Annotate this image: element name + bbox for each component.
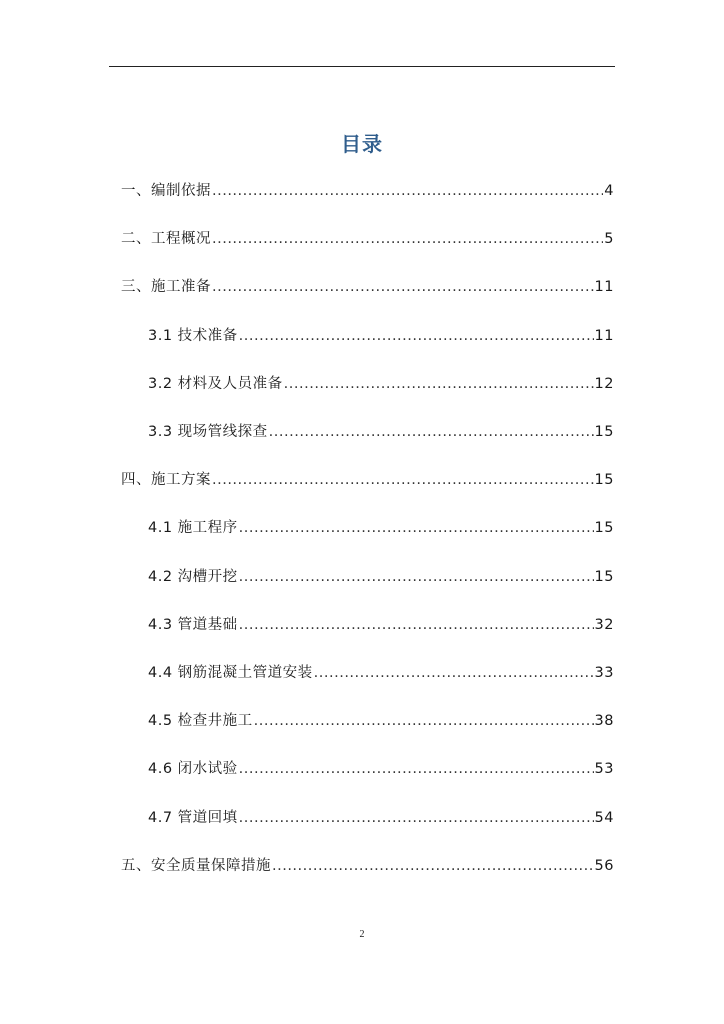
toc-entry-label: 三、施工准备 <box>121 279 211 296</box>
toc-entry[interactable] <box>121 179 614 203</box>
toc-leader-dots <box>272 854 594 878</box>
toc-leader-dots <box>284 372 594 396</box>
toc-entry-page: 53 <box>594 761 614 778</box>
toc-leader-dots <box>212 227 603 251</box>
toc-entry[interactable] <box>121 854 614 878</box>
toc-leader-dots <box>239 516 594 540</box>
toc-entry-label: 3.2 材料及人员准备 <box>148 375 283 392</box>
toc-entry[interactable] <box>148 565 614 589</box>
page-number: 2 <box>359 929 365 940</box>
toc-leader-dots <box>269 420 594 444</box>
toc-entry[interactable] <box>121 275 614 299</box>
toc-entry-label: 4.6 闭水试验 <box>148 761 238 778</box>
toc-entry-page: 38 <box>594 713 614 730</box>
toc-entry[interactable] <box>148 757 614 781</box>
toc-entry-label: 3.1 技术准备 <box>148 327 238 344</box>
toc-entry-label: 4.4 钢筋混凝土管道安装 <box>148 665 313 681</box>
toc-leader-dots <box>254 709 594 733</box>
toc-leader-dots <box>239 324 594 348</box>
toc-entry-page: 15 <box>594 568 614 585</box>
toc-entry[interactable] <box>121 227 614 251</box>
toc-entry-label: 4.5 检查井施工 <box>148 713 253 730</box>
toc-entry-label: 4.3 管道基础 <box>148 616 238 633</box>
toc-leader-dots <box>212 179 603 203</box>
toc-entry-label: 一、编制依据 <box>121 183 211 199</box>
toc-entry[interactable] <box>148 661 614 685</box>
toc-entry[interactable] <box>121 468 614 492</box>
toc-entry-page: 4 <box>604 183 614 199</box>
toc-entry[interactable] <box>148 709 614 733</box>
toc-leader-dots <box>212 275 594 299</box>
toc-entry[interactable] <box>148 516 614 540</box>
toc-entry-label: 二、工程概况 <box>121 231 211 248</box>
toc-entry[interactable] <box>148 372 614 396</box>
toc-entry-label: 四、施工方案 <box>121 472 211 489</box>
toc-entry-label: 4.2 沟槽开挖 <box>148 568 238 585</box>
toc-entry-page: 11 <box>594 327 614 344</box>
toc-leader-dots <box>212 468 594 492</box>
toc-entry-page: 54 <box>594 809 614 826</box>
toc-entry-page: 15 <box>594 472 614 489</box>
toc-entry-label: 3.3 现场管线探查 <box>148 424 268 440</box>
toc-entry-page: 5 <box>604 231 614 248</box>
toc-entry-label: 4.7 管道回填 <box>148 809 238 826</box>
toc-entry-page: 56 <box>594 857 614 874</box>
toc-entry[interactable] <box>148 613 614 637</box>
toc-entry-page: 11 <box>594 279 614 296</box>
toc-entry-page: 32 <box>594 616 614 633</box>
toc-entry-label: 4.1 施工程序 <box>148 520 238 537</box>
toc-leader-dots <box>239 806 594 830</box>
toc-entry[interactable] <box>148 324 614 348</box>
toc-leader-dots <box>314 661 594 685</box>
toc-leader-dots <box>239 565 594 589</box>
toc-entry[interactable] <box>148 420 614 444</box>
toc-leader-dots <box>239 613 594 637</box>
toc-entry-page: 15 <box>594 520 614 537</box>
toc-leader-dots <box>239 757 594 781</box>
toc-entry-label: 五、安全质量保障措施 <box>121 857 271 874</box>
toc-entry-page: 15 <box>594 424 614 440</box>
toc-entry-page: 12 <box>594 375 614 392</box>
toc-entry[interactable] <box>148 806 614 830</box>
toc-entry-page: 33 <box>594 665 614 681</box>
toc-title: 目录 <box>341 132 383 156</box>
